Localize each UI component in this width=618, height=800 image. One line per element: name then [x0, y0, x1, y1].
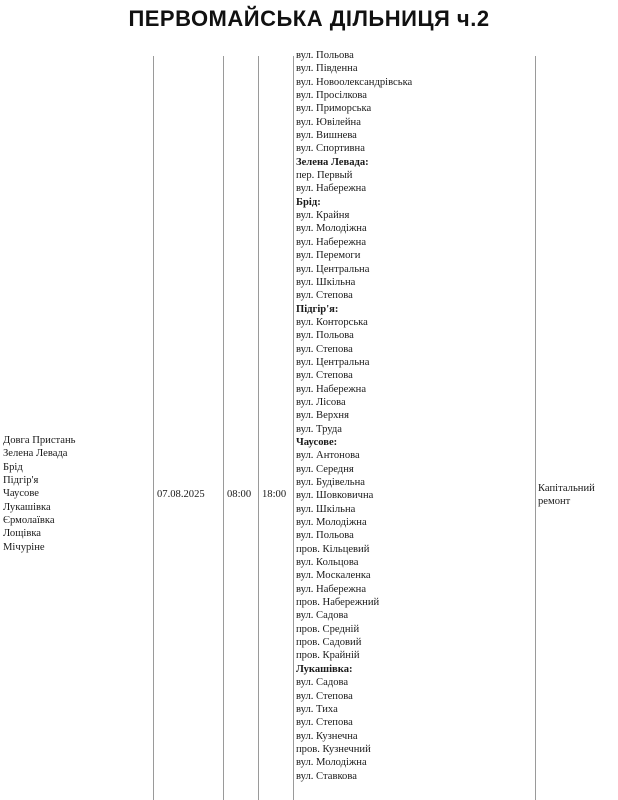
street-item: вул. Набережна: [296, 583, 367, 595]
settlement-name: Лощівка: [3, 528, 42, 540]
streets-cell: [296, 49, 534, 783]
street-item: вул. Шкільна: [296, 503, 356, 515]
settlement-name: Лукашівка: [3, 501, 51, 513]
street-item: вул. Набережна: [296, 383, 367, 395]
street-item: вул. Садова: [296, 610, 349, 622]
reason-cell: [538, 482, 616, 509]
date-cell: 07.08.2025: [157, 489, 205, 500]
street-item: вул. Спортивна: [296, 143, 365, 155]
street-item: пер. Первый: [296, 170, 353, 182]
street-item: вул. Тиха: [296, 703, 338, 715]
street-item: вул. Степова: [296, 290, 353, 302]
street-item: вул. Центральна: [296, 263, 370, 275]
street-item: вул. Молодіжна: [296, 517, 367, 529]
time-start-cell: 08:00: [227, 489, 252, 500]
street-item: вул. Набережна: [296, 183, 367, 195]
street-item: вул. Шкільна: [296, 276, 356, 288]
street-item: вул. Центральна: [296, 356, 370, 368]
street-item: вул. Кольцова: [296, 557, 359, 569]
street-item: вул. Шовковична: [296, 490, 374, 502]
street-item: вул. Антонова: [296, 450, 360, 462]
street-item: вул. Труда: [296, 423, 342, 435]
street-item: вул. Вишнева: [296, 130, 357, 142]
street-item: вул. Просілкова: [296, 90, 367, 102]
street-item: вул. Крайня: [296, 210, 350, 222]
settlement-header: Зелена Левада:: [296, 156, 369, 168]
column-divider: [223, 56, 224, 800]
street-item: вул. Степова: [296, 370, 353, 382]
settlement-name: Чаусове: [3, 488, 39, 500]
reason-line: ремонт: [538, 496, 571, 508]
street-item: вул. Молодіжна: [296, 757, 367, 769]
street-item: вул. Степова: [296, 690, 353, 702]
settlement-header: Чаусове:: [296, 436, 338, 448]
outage-table: [0, 50, 618, 800]
settlement-header: Лукашівка:: [296, 663, 353, 675]
street-item: вул. Ювілейна: [296, 116, 361, 128]
street-item: вул. Ставкова: [296, 770, 357, 782]
time-end-cell: 18:00: [262, 489, 287, 500]
street-item: вул. Степова: [296, 717, 353, 729]
street-item: вул. Кузнечна: [296, 730, 358, 742]
street-item: вул. Польова: [296, 50, 354, 61]
street-item: пров. Средній: [296, 623, 360, 635]
street-item: вул. Середня: [296, 463, 354, 475]
street-item: вул. Перемоги: [296, 250, 361, 262]
street-item: пров. Крайній: [296, 650, 360, 662]
street-item: пров. Кузнечний: [296, 743, 371, 755]
street-item: вул. Польова: [296, 530, 354, 542]
street-item: вул. Польова: [296, 330, 354, 342]
street-item: вул. Набережна: [296, 236, 367, 248]
settlement-name: Підгір'я: [3, 475, 39, 487]
reason-line: Капітальний: [538, 483, 595, 494]
street-item: вул. Москаленка: [296, 570, 371, 582]
street-item: вул. Новоолександрівська: [296, 76, 413, 88]
street-item: вул. Молодіжна: [296, 223, 367, 235]
settlement-header: Підгір'я:: [296, 303, 339, 315]
settlement-name: Довга Пристань: [3, 435, 76, 446]
street-item: вул. Лісова: [296, 396, 346, 408]
column-divider: [535, 56, 536, 800]
street-item: вул. Південна: [296, 63, 358, 75]
street-item: вул. Степова: [296, 343, 353, 355]
street-item: вул. Приморська: [296, 103, 372, 115]
street-item: вул. Конторська: [296, 316, 368, 328]
street-item: вул. Садова: [296, 677, 349, 689]
column-divider: [293, 56, 294, 800]
column-divider: [153, 56, 154, 800]
street-item: пров. Набережний: [296, 597, 380, 609]
settlements-cell: [3, 434, 151, 554]
street-item: пров. Кільцевий: [296, 543, 370, 555]
street-item: вул. Верхня: [296, 410, 349, 422]
settlement-name: Мічуріне: [3, 541, 45, 553]
column-divider: [258, 56, 259, 800]
street-item: вул. Будівельна: [296, 477, 365, 488]
settlement-name: Єрмолаївка: [3, 515, 55, 527]
page-title: ПЕРВОМАЙСЬКА ДІЛЬНИЦЯ ч.2: [128, 6, 490, 31]
street-item: пров. Садовий: [296, 637, 362, 649]
settlement-name: Зелена Левада: [3, 448, 68, 460]
settlement-header: Брід:: [296, 196, 321, 208]
settlement-name: Брід: [3, 461, 23, 473]
